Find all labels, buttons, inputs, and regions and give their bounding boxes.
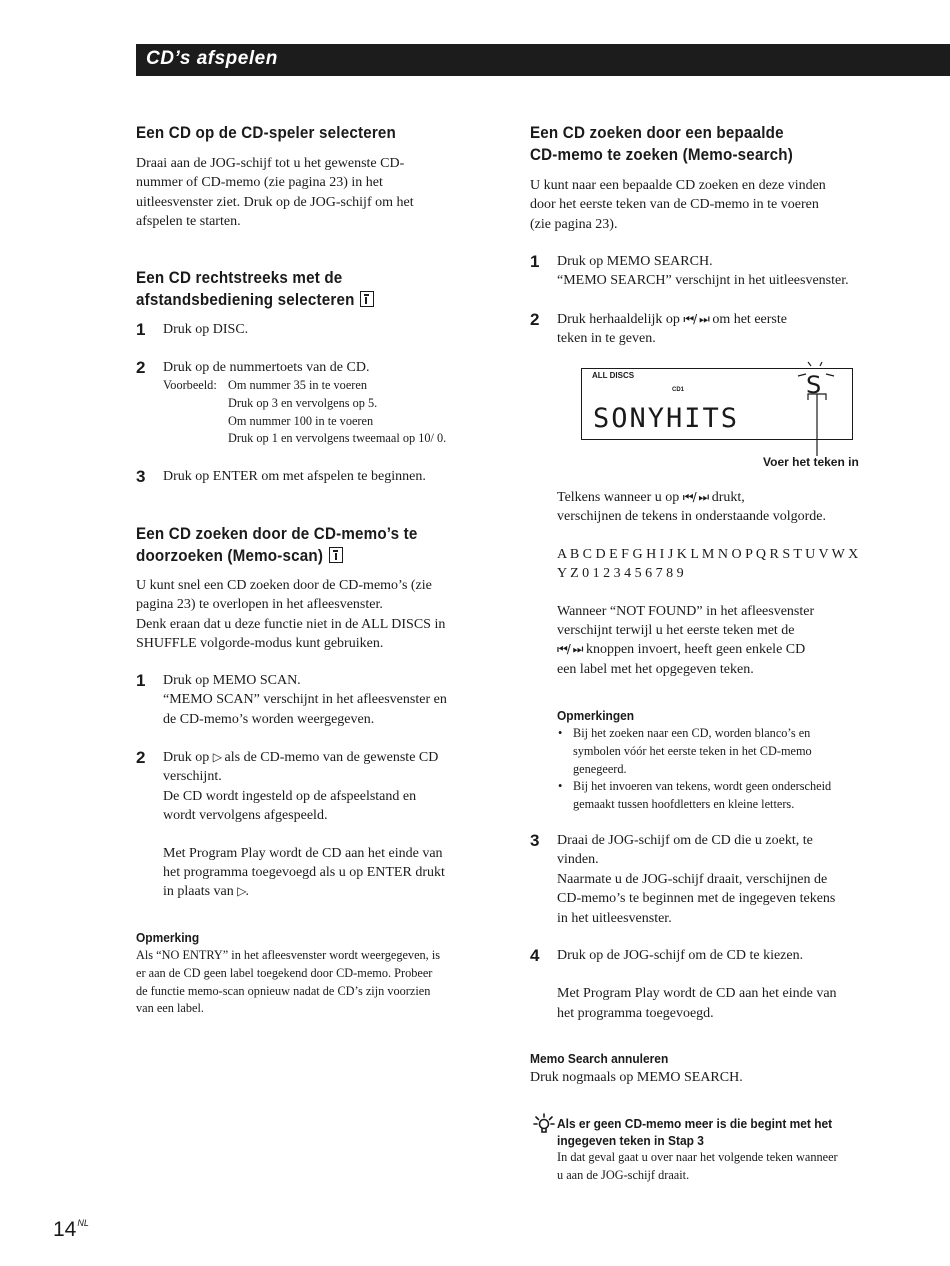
note-line: van een label. <box>136 1001 204 1016</box>
text-line: Wanneer “NOT FOUND” in het afleesvenster <box>557 603 815 619</box>
paragraph-memo-search <box>530 176 826 234</box>
step-text: Druk op de nummertoets van de CD. <box>163 360 370 375</box>
section-title: CD’s afspelen <box>146 48 278 69</box>
text-line-with-symbol <box>557 488 858 507</box>
step-line: CD-memo’s te beginnen met de ingegeven tekens <box>557 891 836 907</box>
page-number <box>53 1218 89 1242</box>
heading-memo-scan-l2: doorzoeken (Memo-scan) <box>136 547 324 565</box>
step-line: Druk op MEMO SEARCH. <box>557 254 713 269</box>
step-line-with-symbol <box>163 748 445 767</box>
step-text-block <box>557 946 837 1023</box>
heading-memo-scan-l1: Een CD zoeken door de CD-memo’s te <box>136 525 418 543</box>
text-line: U kunt snel een CD zoeken door de CD-memo’s (zie <box>136 578 432 593</box>
step-line: het programma toegevoegd. <box>557 1005 714 1021</box>
step-text-block <box>557 310 787 349</box>
heading-memo-scan-l2-wrap <box>136 545 343 567</box>
step-line: wordt vervolgens afgespeeld. <box>163 808 328 824</box>
example-line: Om nummer 100 in te voeren <box>228 413 374 428</box>
step-text-block <box>557 252 849 291</box>
text-fragment: . <box>245 884 249 900</box>
note-body <box>136 947 440 1018</box>
remote-control-icon <box>329 547 343 563</box>
play-button-symbol: ▷ <box>237 884 246 899</box>
note-line: • Bij het zoeken naar een CD, worden blanco’s en <box>573 726 811 740</box>
display-cd1-indicator: CD1 <box>672 387 685 393</box>
step-number: 3 <box>136 467 146 486</box>
text-line: pagina 23) te overlopen in het afleesvenster. <box>136 597 383 613</box>
blink-indicator-lines <box>790 360 850 460</box>
step-number: 2 <box>136 748 146 767</box>
step-line: Druk op de JOG-schijf om de CD te kiezen. <box>557 948 804 963</box>
note-line: symbolen vóór het eerste teken in het CD-memo <box>573 743 812 758</box>
cancel-text: Druk nogmaals op MEMO SEARCH. <box>530 1070 743 1085</box>
step-line-with-symbol <box>557 310 787 329</box>
text-line: uitleesvenster ziet. Druk op de JOG-schijf om het <box>136 194 414 210</box>
heading-memo-search-l2: CD-memo te zoeken (Memo-search) <box>530 146 793 164</box>
note-line: Als “NO ENTRY” in het afleesvenster wordt weergegeven, is <box>136 948 441 962</box>
step-line: het programma toegevoegd als u op ENTER drukt <box>163 865 445 881</box>
step-line: “MEMO SCAN” verschijnt in het afleesvenster en <box>163 692 447 708</box>
paragraph-character-order <box>557 488 858 679</box>
section-header-bar <box>136 44 950 76</box>
display-blinking-character: S <box>806 371 822 399</box>
text-line: verschijnt terwijl u het eerste teken met de <box>557 623 795 639</box>
tip-line: In dat geval gaat u over naar het volgende teken wanneer <box>557 1150 838 1164</box>
text-fragment: in plaats van <box>163 884 234 900</box>
step-number: 1 <box>136 671 146 690</box>
step-line: verschijnt. <box>163 769 222 785</box>
text-line: U kunt naar een bepaalde CD zoeken en deze vinden <box>530 178 826 193</box>
display-memo-text: SONYHITS <box>593 403 740 434</box>
tip-heading-l1: Als er geen CD-memo meer is die begint met het <box>557 1116 833 1131</box>
text-fragment: drukt, <box>711 490 745 505</box>
heading-remote-select-l2: afstandsbediening selecteren <box>136 291 355 309</box>
step-text: Druk op ENTER om met afspelen te beginnen. <box>163 469 426 484</box>
example-line: Druk op 1 en vervolgens tweemaal op 10/ 0. <box>228 431 447 446</box>
note-item <box>557 725 831 778</box>
alphabet-line: Y Z 0 1 2 3 4 5 6 7 8 9 <box>557 566 684 582</box>
heading-remote-select-l1: Een CD rechtstreeks met de <box>136 269 343 287</box>
step-number: 1 <box>136 320 146 339</box>
step-line: Met Program Play wordt de CD aan het einde van <box>163 845 443 861</box>
alphabet-line: A B C D E F G H I J K L M N O P Q R S T U V W X <box>557 546 859 562</box>
step-line: in het uitleesvenster. <box>557 910 672 926</box>
display-all-discs-indicator: ALL DISCS <box>592 371 635 380</box>
text-line: nummer of CD-memo (zie pagina 23) in het <box>136 175 383 191</box>
step-text-block <box>163 748 445 902</box>
step-number: 2 <box>530 310 540 329</box>
text-fragment: als de CD-memo van de gewenste CD <box>224 750 439 765</box>
step-line: Druk op MEMO SCAN. <box>163 673 301 688</box>
note-line: gemaakt tussen hoofdletters en kleine letters. <box>573 797 795 812</box>
example-lines <box>228 377 446 448</box>
language-code: NL <box>77 1218 89 1228</box>
step-line-with-symbol <box>163 882 445 901</box>
step-line: Draai de JOG-schijf om de CD die u zoekt, te <box>557 833 813 848</box>
prev-next-buttons-symbol: ⏮/ ⏭ <box>682 490 709 504</box>
remote-control-icon <box>360 291 374 307</box>
play-button-symbol: ▷ <box>212 750 222 764</box>
step-line: De CD wordt ingesteld op de afspeelstand en <box>163 788 417 804</box>
text-line: een label met het opgegeven teken. <box>557 661 754 677</box>
step-line: vinden. <box>557 852 599 868</box>
step-text-block <box>557 831 835 928</box>
note-line: • Bij het invoeren van tekens, wordt geen onderscheid <box>573 779 832 794</box>
notes-heading: Opmerkingen <box>557 708 635 723</box>
paragraph-memo-scan <box>136 576 445 654</box>
text-line: verschijnen de tekens in onderstaande volgorde. <box>557 509 827 525</box>
heading-select-cd: Een CD op de CD-speler selecteren <box>136 124 397 142</box>
text-fragment: knoppen invoert, heeft geen enkele CD <box>585 642 806 658</box>
tip-line: u aan de JOG-schijf draait. <box>557 1167 690 1182</box>
text-line: afspelen te starten. <box>136 214 241 230</box>
text-fragment: om het eerste <box>712 312 787 327</box>
display-callout-label: Voer het teken in <box>763 455 859 469</box>
tip-body <box>557 1149 838 1185</box>
prev-next-buttons-symbol: ⏮/ ⏭ <box>557 642 583 657</box>
step-number: 2 <box>136 358 146 377</box>
step-line: Naarmate u de JOG-schijf draait, verschijnen de <box>557 871 828 887</box>
text-line: Draai aan de JOG-schijf tot u het gewenste CD- <box>136 156 405 171</box>
example-label: Voorbeeld: <box>163 378 217 392</box>
heading-memo-search-l1: Een CD zoeken door een bepaalde <box>530 124 784 142</box>
heading-remote-select-l2-wrap <box>136 289 374 311</box>
step-line: “MEMO SEARCH” verschijnt in het uitleesvenster. <box>557 273 849 289</box>
example-line: Om nummer 35 in te voeren <box>228 378 367 392</box>
text-line: door het eerste teken van de CD-memo in te voeren <box>530 197 819 213</box>
example-line: Druk op 3 en vervolgens op 5. <box>228 395 378 410</box>
step-number: 4 <box>530 946 540 965</box>
step-text-block <box>163 671 447 729</box>
text-fragment: Telkens wanneer u op <box>557 490 680 505</box>
step-line: de CD-memo’s worden weergegeven. <box>163 711 375 727</box>
step-text: Druk op DISC. <box>163 322 249 337</box>
text-fragment: Druk op <box>163 750 210 765</box>
paragraph-select-cd <box>136 154 414 232</box>
lightbulb-icon <box>533 1112 555 1143</box>
note-line: er aan de CD geen label toegekend door CD-memo. Probeer <box>136 965 433 980</box>
text-line-with-symbol <box>557 640 858 659</box>
page-number-value: 14 <box>53 1218 77 1241</box>
cancel-heading: Memo Search annuleren <box>530 1051 669 1066</box>
notes-list <box>557 725 831 814</box>
text-line: SHUFFLE volgorde-modus kunt gebruiken. <box>136 636 384 652</box>
note-heading: Opmerking <box>136 930 200 945</box>
note-item <box>557 778 831 814</box>
step-number: 1 <box>530 252 540 271</box>
step-line: teken in te geven. <box>557 331 656 347</box>
step-number: 3 <box>530 831 540 850</box>
text-line: Denk eraan dat u deze functie niet in de ALL DISCS in <box>136 616 446 632</box>
text-line: (zie pagina 23). <box>530 216 618 232</box>
tip-heading-l2: ingegeven teken in Stap 3 <box>557 1133 704 1148</box>
step-line: Met Program Play wordt de CD aan het einde van <box>557 986 837 1002</box>
note-line: de functie memo-scan opnieuw nadat de CD’s zijn voorzien <box>136 983 431 998</box>
note-line: genegeerd. <box>573 761 627 776</box>
prev-next-buttons-symbol: ⏮/ ⏭ <box>683 312 709 326</box>
text-fragment: Druk herhaaldelijk op <box>557 312 680 327</box>
